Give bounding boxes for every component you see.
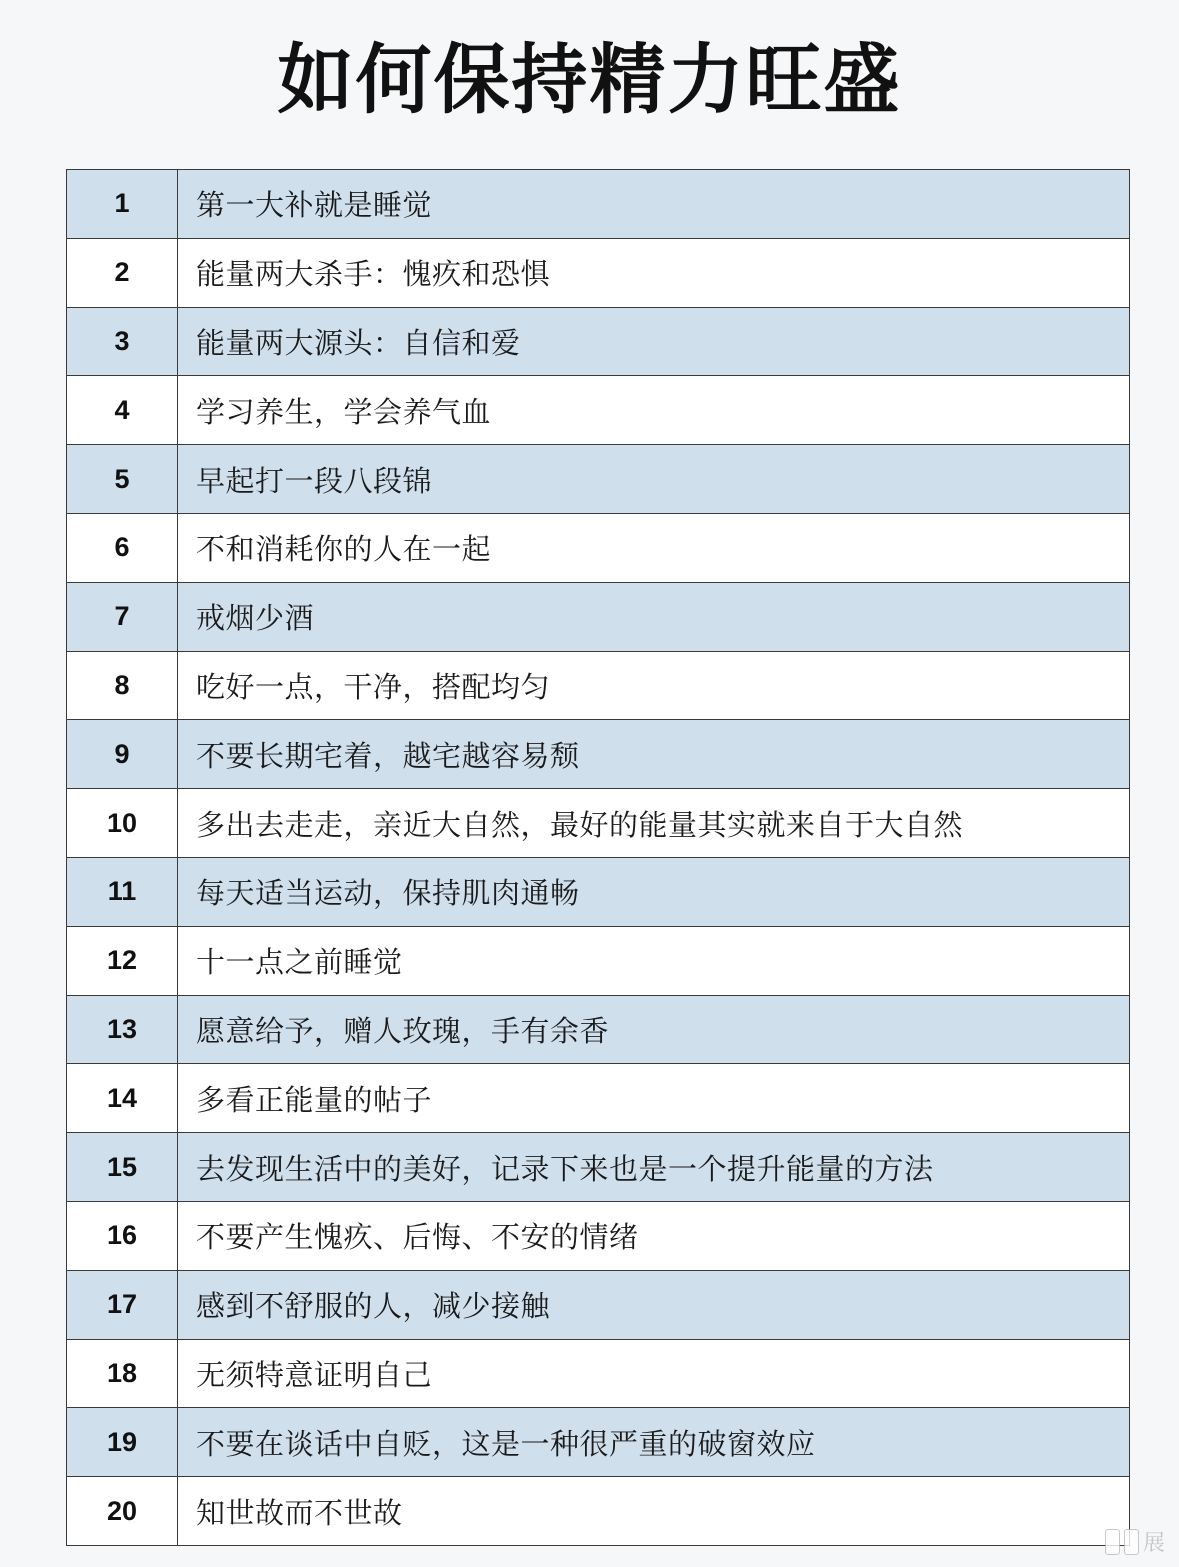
row-text: 十一点之前睡觉 <box>196 945 403 980</box>
row-text: 愿意给予，赠人玫瑰，手有余香 <box>196 1013 610 1048</box>
row-text: 多看正能量的帖子 <box>196 1082 433 1117</box>
table-row <box>67 239 1129 308</box>
watermark-logo-icon <box>1105 1529 1120 1555</box>
row-number: 6 <box>67 514 178 582</box>
row-text: 无须特意证明自己 <box>196 1357 433 1392</box>
row-text: 吃好一点，干净，搭配均匀 <box>196 669 551 704</box>
row-number: 2 <box>67 239 178 307</box>
table-row <box>67 1064 1129 1133</box>
watermark-logo-icon <box>1124 1529 1139 1555</box>
page-title: 如何保持精力旺盛 <box>277 35 902 124</box>
row-number: 18 <box>67 1340 178 1408</box>
row-number: 20 <box>67 1477 178 1545</box>
row-number: 10 <box>67 789 178 857</box>
row-number: 7 <box>67 583 178 651</box>
row-text: 不要在谈话中自贬，这是一种很严重的破窗效应 <box>196 1426 816 1461</box>
table-row <box>67 514 1129 583</box>
table-row <box>67 1477 1129 1546</box>
tips-table <box>66 169 1130 1546</box>
row-text: 知世故而不世故 <box>196 1495 403 1530</box>
row-number: 17 <box>67 1271 178 1339</box>
table-row <box>67 1133 1129 1202</box>
row-text: 能量两大源头：自信和爱 <box>196 325 521 360</box>
table-row <box>67 376 1129 445</box>
watermark <box>1105 1526 1165 1557</box>
table-row <box>67 652 1129 721</box>
row-text: 第一大补就是睡觉 <box>196 188 433 223</box>
table-row <box>67 927 1129 996</box>
row-text: 多出去走走，亲近大自然，最好的能量其实就来自于大自然 <box>196 807 964 842</box>
row-number: 1 <box>67 170 178 238</box>
row-text: 感到不舒服的人，减少接触 <box>196 1289 551 1324</box>
watermark-text: 展 <box>1142 1531 1165 1556</box>
table-row <box>67 1408 1129 1477</box>
row-number: 4 <box>67 376 178 444</box>
row-text: 去发现生活中的美好，记录下来也是一个提升能量的方法 <box>196 1151 934 1186</box>
row-number: 14 <box>67 1064 178 1132</box>
table-row <box>67 170 1129 239</box>
row-text: 戒烟少酒 <box>196 601 315 636</box>
table-row <box>67 789 1129 858</box>
row-number: 8 <box>67 652 178 720</box>
table-row <box>67 583 1129 652</box>
row-number: 16 <box>67 1202 178 1270</box>
row-text: 每天适当运动，保持肌肉通畅 <box>196 876 580 911</box>
row-text: 不和消耗你的人在一起 <box>196 532 492 567</box>
table-row <box>67 996 1129 1065</box>
row-number: 11 <box>67 858 178 926</box>
table-row <box>67 308 1129 377</box>
row-text: 能量两大杀手：愧疚和恐惧 <box>196 257 551 292</box>
table-row <box>67 445 1129 514</box>
table-row <box>67 1340 1129 1409</box>
row-number: 12 <box>67 927 178 995</box>
table-row <box>67 1271 1129 1340</box>
row-text: 早起打一段八段锦 <box>196 463 433 498</box>
row-number: 5 <box>67 445 178 513</box>
row-number: 9 <box>67 720 178 788</box>
row-number: 19 <box>67 1408 178 1476</box>
table-row <box>67 1202 1129 1271</box>
row-text: 学习养生，学会养气血 <box>196 394 492 429</box>
table-row <box>67 720 1129 789</box>
table-row <box>67 858 1129 927</box>
row-number: 13 <box>67 996 178 1064</box>
row-number: 3 <box>67 308 178 376</box>
row-number: 15 <box>67 1133 178 1201</box>
row-text: 不要产生愧疚、后悔、不安的情绪 <box>196 1220 639 1255</box>
row-text: 不要长期宅着，越宅越容易颓 <box>196 738 580 773</box>
